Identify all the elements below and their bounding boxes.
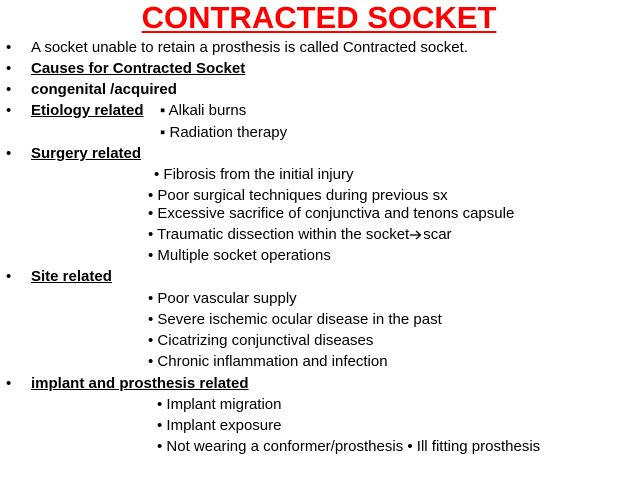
bullet-glyph: • — [6, 145, 12, 162]
bullet-glyph: • — [6, 81, 12, 98]
implant-item: • Implant migration — [157, 396, 282, 413]
bullet-glyph: • — [6, 102, 12, 119]
site-heading: Site related — [31, 268, 112, 285]
bullet-glyph: • — [6, 268, 12, 285]
surgery-heading: Surgery related — [31, 145, 142, 162]
surgery-item-text: scar — [423, 226, 452, 243]
surgery-item: • Poor surgical techniques during previous sx — [148, 187, 448, 204]
square-bullet-icon: ▪ — [160, 124, 170, 141]
site-item: • Chronic inflammation and infection — [148, 353, 388, 370]
implant-item-text: Not wearing a conformer/prosthesis • Ill fitting prosthesis — [166, 438, 541, 455]
surgery-item-text: Traumatic dissection within the socket — [157, 226, 410, 243]
surgery-item: • Fibrosis from the initial injury — [154, 166, 354, 183]
right-arrow-icon — [410, 230, 422, 240]
surgery-item: • Multiple socket operations — [148, 247, 331, 264]
definition-text: A socket unable to retain a prosthesis is called Contracted socket. — [31, 39, 468, 56]
implant-heading: implant and prosthesis related — [31, 375, 249, 392]
site-item-text: Cicatrizing conjunctival diseases — [157, 332, 374, 349]
etiology-heading: Etiology related — [31, 102, 144, 119]
surgery-item-text: Poor surgical techniques during previous sx — [157, 187, 448, 204]
etiology-item-radiation — [160, 124, 287, 142]
site-item: • Poor vascular supply — [148, 290, 297, 307]
site-item-text: Poor vascular supply — [157, 290, 297, 307]
surgery-item-text: Excessive sacrifice of conjunctiva and tenons capsule — [157, 205, 515, 222]
square-bullet-icon: ▪ — [160, 102, 169, 119]
surgery-item: • Excessive sacrifice of conjunctiva and tenons capsule — [148, 205, 515, 222]
bullet-glyph: • — [6, 375, 12, 392]
causes-heading: Causes for Contracted Socket — [31, 60, 246, 77]
implant-item-text: Implant migration — [166, 396, 282, 413]
surgery-item-text: Multiple socket operations — [157, 247, 331, 264]
implant-item: • Implant exposure — [157, 417, 282, 434]
congenital-acquired: congenital /acquired — [31, 81, 177, 98]
etiology-item-text: Alkali burns — [168, 102, 247, 119]
site-item: • Severe ischemic ocular disease in the past — [148, 311, 442, 328]
implant-item-text: Implant exposure — [166, 417, 282, 434]
site-item-text: Severe ischemic ocular disease in the past — [157, 311, 442, 328]
etiology-item-alkali-burns — [160, 102, 246, 120]
site-item-text: Chronic inflammation and infection — [157, 353, 388, 370]
page-title: CONTRACTED SOCKET — [141, 0, 497, 35]
surgery-item: • Traumatic dissection within the socket scar — [148, 226, 452, 243]
bullet-glyph: • — [6, 60, 12, 77]
etiology-item-text: Radiation therapy — [169, 124, 288, 141]
surgery-item-text: Fibrosis from the initial injury — [163, 166, 354, 183]
bullet-glyph: • — [6, 39, 12, 56]
site-item: • Cicatrizing conjunctival diseases — [148, 332, 374, 349]
implant-item: • Not wearing a conformer/prosthesis • Ill fitting prosthesis — [157, 438, 541, 455]
